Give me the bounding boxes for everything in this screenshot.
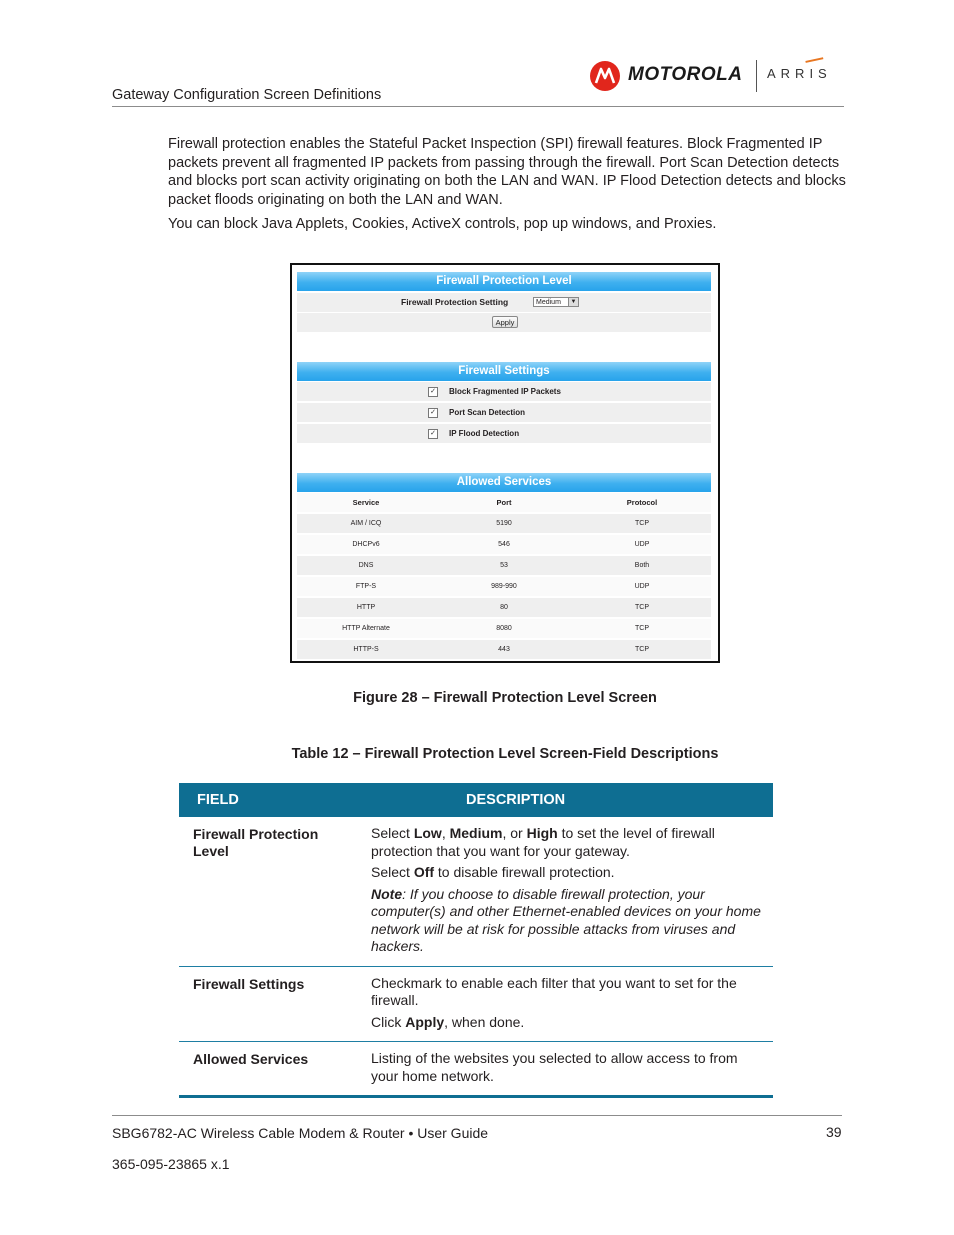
field-description: Checkmark to enable each filter that you want to set for the firewall. Click Apply, when done. [371, 974, 737, 1030]
intro-paragraph: Firewall protection enables the Stateful Packet Inspection (SPI) firewall features. Block Fragmented IP packets prevent all fragmented IP packets from passing through the firewall. Port Scan Detection detects and blocks port scan activity originating on both the LAN and WAN. IP Flood Detection detects and blocks packet floods originating on both the LAN and WAN. [168, 136, 846, 208]
service-protocol: TCP [635, 625, 649, 632]
service-name: FTP-S [355, 583, 377, 590]
protection-setting-row [297, 293, 711, 313]
service-port: 5190 [496, 520, 512, 527]
firewall-screenshot [290, 263, 720, 663]
field-name: Allowed Services [193, 1051, 309, 1067]
col-field-header: FIELD [197, 792, 239, 808]
ipflood-label: IP Flood Detection [449, 429, 520, 438]
firewall-settings-band: Firewall Settings [297, 362, 711, 381]
service-row [297, 514, 711, 534]
ipflood-checkbox[interactable]: ✓ [428, 429, 438, 439]
setting-row-ipflood [297, 424, 711, 444]
service-protocol: TCP [635, 646, 649, 653]
service-row [297, 619, 711, 639]
header-rule [112, 106, 844, 107]
service-name: AIM / ICQ [350, 520, 382, 527]
service-row [297, 577, 711, 597]
fragmented-label: Block Fragmented IP Packets [449, 387, 561, 396]
service-protocol: UDP [634, 541, 650, 548]
motorola-logo-icon [590, 61, 620, 91]
service-row [297, 640, 711, 660]
document-code: 365-095-23865 x.1 [112, 1156, 230, 1172]
arris-wordmark: ARRIS [767, 66, 832, 81]
field-name: Firewall Protection Level [193, 826, 319, 859]
chevron-down-icon: ▼ [568, 298, 578, 306]
service-port: 443 [498, 646, 510, 653]
portscan-label: Port Scan Detection [449, 408, 526, 417]
service-name: DNS [358, 562, 374, 569]
apply-row [297, 313, 711, 333]
service-row [297, 598, 711, 618]
table-row [179, 967, 773, 1043]
service-name: HTTP [356, 604, 376, 611]
note-text: : If you choose to disable firewall protection, your computer(s) and other Ethernet-enabled devices on your home network will be at risk for possible attacks from viruses and hackers. [371, 885, 761, 954]
col-description-header: DESCRIPTION [466, 792, 566, 808]
service-name: HTTP Alternate [342, 625, 390, 632]
apply-button[interactable]: Apply [492, 316, 518, 328]
section-title: Gateway Configuration Screen Definitions [112, 87, 382, 103]
service-row [297, 556, 711, 576]
service-name: HTTP-S [353, 646, 379, 653]
service-port: 546 [498, 541, 510, 548]
service-protocol: UDP [634, 583, 650, 590]
intro-paragraph-2: You can block Java Applets, Cookies, ActiveX controls, pop up windows, and Proxies. [168, 216, 717, 232]
allowed-services-band: Allowed Services [297, 473, 711, 492]
service-port: 53 [500, 562, 508, 569]
logo-divider [756, 60, 757, 92]
col-service: Service [352, 498, 380, 507]
service-port: 989-990 [491, 583, 517, 590]
service-row [297, 535, 711, 555]
service-name: DHCPv6 [352, 541, 380, 548]
field-description-table [179, 783, 773, 1098]
page-number: 39 [826, 1124, 842, 1140]
field-description: Listing of the websites you selected to allow access to from your home network. [371, 1050, 738, 1084]
service-protocol: TCP [635, 604, 649, 611]
portscan-checkbox[interactable]: ✓ [428, 408, 438, 418]
setting-row-fragmented [297, 382, 711, 402]
table-header [179, 783, 773, 817]
table-row [179, 1042, 773, 1098]
setting-row-portscan [297, 403, 711, 423]
service-port: 8080 [496, 625, 512, 632]
table-caption: Table 12 – Firewall Protection Level Screen-Field Descriptions [291, 746, 719, 762]
protection-setting-label: Firewall Protection Setting [401, 297, 509, 307]
service-protocol: TCP [635, 520, 649, 527]
protection-level-band: Firewall Protection Level [297, 272, 711, 291]
motorola-wordmark: MOTOROLA [628, 64, 743, 85]
fragmented-checkbox[interactable]: ✓ [428, 387, 438, 397]
services-header-row [297, 493, 711, 513]
field-description: Select Low, Medium, or High to set the level of firewall protection that you want for your gateway. Select Off to disable firewall protection. Note: If you choose to disable firewall protection, your computer(s) and other Ethernet-enabled devices on your home network will be at risk for possible attacks from viruses and hackers. [371, 825, 761, 954]
figure-caption: Figure 28 – Firewall Protection Level Screen [353, 690, 657, 706]
footer-rule [112, 1115, 842, 1116]
table-row [179, 817, 773, 967]
service-port: 80 [500, 604, 508, 611]
service-protocol: Both [634, 562, 650, 569]
protection-level-select[interactable] [533, 297, 579, 307]
col-port: Port [496, 498, 512, 507]
note-label: Note [371, 885, 403, 902]
field-name: Firewall Settings [193, 975, 305, 992]
footer-title: SBG6782-AC Wireless Cable Modem & Router • User Guide [112, 1125, 489, 1141]
protection-level-value: Medium [536, 299, 561, 306]
col-protocol: Protocol [626, 498, 658, 507]
